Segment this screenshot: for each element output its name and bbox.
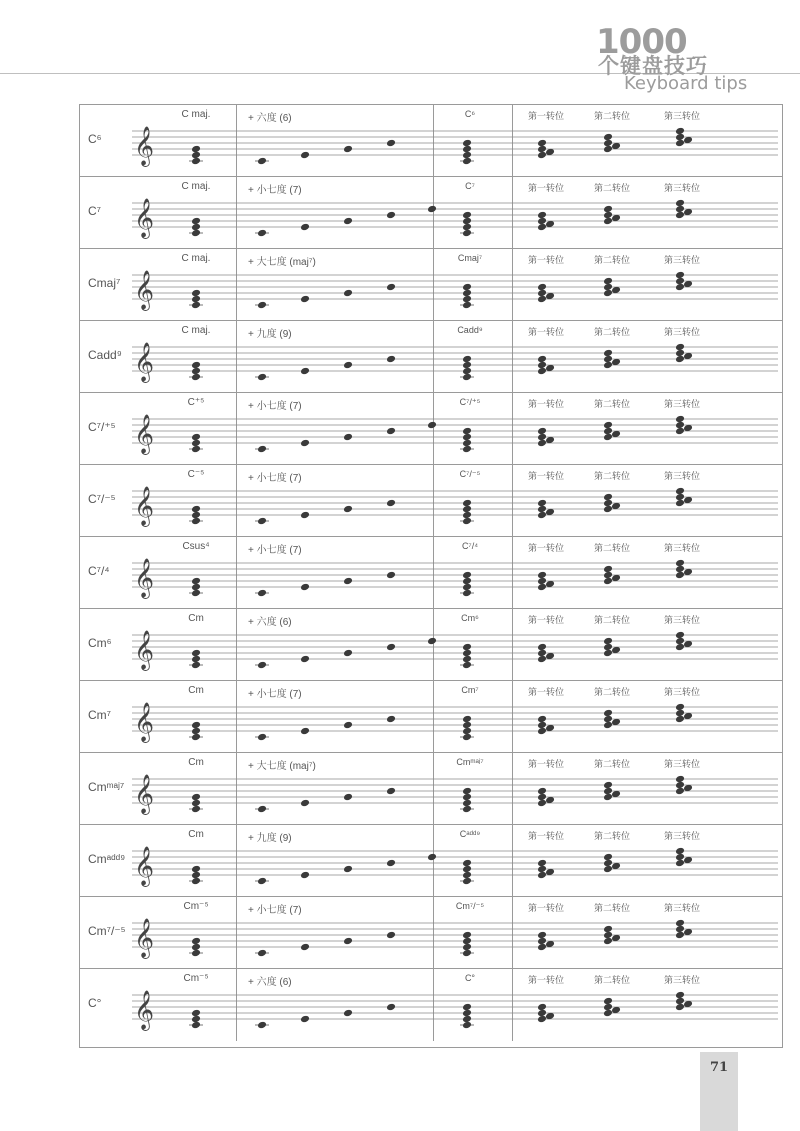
note-head: [300, 799, 310, 808]
added-interval-label: + 小七度 (7): [248, 905, 302, 916]
note-head: [300, 151, 310, 160]
added-interval-label: + 六度 (6): [248, 977, 292, 988]
treble-clef-icon: 𝄞: [134, 414, 155, 454]
second-inversion-label: 第二转位: [594, 615, 631, 625]
third-inversion-label: 第三转位: [664, 615, 701, 625]
third-inversion-label: 第三转位: [664, 975, 701, 985]
note-head: [300, 511, 310, 520]
second-inversion-label: 第二转位: [594, 183, 631, 193]
note-head: [343, 937, 353, 946]
note-head: [675, 919, 685, 928]
chord-name: C⁷/⁴: [88, 564, 110, 578]
note-head: [300, 223, 310, 232]
treble-clef-icon: 𝄞: [134, 198, 155, 238]
note-head: [427, 205, 437, 214]
note-head: [462, 355, 472, 364]
note-head: [537, 499, 547, 508]
note-head: [603, 205, 613, 214]
music-staff: [132, 554, 778, 604]
second-inversion-label: 第二转位: [594, 903, 631, 913]
chord-row: [80, 681, 782, 753]
music-staff: [132, 626, 778, 676]
chord-row: [80, 321, 782, 393]
note-head: [675, 415, 685, 424]
note-head: [537, 355, 547, 364]
chord-name: Cmaj⁷: [88, 276, 121, 290]
music-staff: [132, 338, 778, 388]
chord-row: [80, 825, 782, 897]
base-chord-label: C maj.: [181, 253, 211, 264]
note-head: [343, 505, 353, 514]
note-head: [386, 859, 396, 868]
added-interval-label: + 九度 (9): [248, 833, 292, 844]
note-head: [343, 361, 353, 370]
note-head: [386, 355, 396, 364]
note-head: [603, 277, 613, 286]
note-head: [191, 577, 201, 586]
base-chord-label: C maj.: [181, 325, 211, 336]
second-inversion-label: 第二转位: [594, 399, 631, 409]
note-head: [257, 1021, 267, 1030]
note-head: [603, 781, 613, 790]
chord-symbol-label: C⁷/⁻⁵: [459, 469, 481, 479]
note-head: [462, 931, 472, 940]
chord-row: [80, 969, 782, 1041]
chord-row: [80, 249, 782, 321]
note-head: [537, 787, 547, 796]
note-head: [462, 715, 472, 724]
added-interval-label: + 小七度 (7): [248, 689, 302, 700]
note-head: [300, 367, 310, 376]
first-inversion-label: 第一转位: [528, 183, 565, 193]
note-head: [343, 649, 353, 658]
second-inversion-label: 第二转位: [594, 831, 631, 841]
second-inversion-label: 第二转位: [594, 687, 631, 697]
note-head: [603, 925, 613, 934]
added-interval-label: + 大七度 (maj⁷): [248, 257, 316, 268]
note-head: [386, 499, 396, 508]
note-head: [603, 853, 613, 862]
chord-name: C⁷: [88, 204, 102, 218]
added-interval-label: + 小七度 (7): [248, 545, 302, 556]
note-head: [300, 439, 310, 448]
chord-symbol-label: C°: [464, 973, 476, 983]
base-chord-label: Cm: [188, 685, 204, 696]
treble-clef-icon: 𝄞: [134, 270, 155, 310]
added-interval-label: + 六度 (6): [248, 113, 292, 124]
base-chord-label: C⁺⁵: [187, 397, 205, 408]
chord-symbol-label: Cmᵐᵃʲ⁷: [456, 757, 484, 767]
note-head: [191, 361, 201, 370]
chord-symbol-label: Cm⁶: [461, 613, 479, 623]
note-head: [191, 217, 201, 226]
note-head: [427, 421, 437, 430]
first-inversion-label: 第一转位: [528, 687, 565, 697]
note-head: [603, 493, 613, 502]
note-head: [603, 133, 613, 142]
note-head: [300, 295, 310, 304]
third-inversion-label: 第三转位: [664, 543, 701, 553]
base-chord-label: Cm⁻⁵: [183, 973, 209, 984]
treble-clef-icon: 𝄞: [134, 342, 155, 382]
third-inversion-label: 第三转位: [664, 759, 701, 769]
first-inversion-label: 第一转位: [528, 471, 565, 481]
note-head: [300, 583, 310, 592]
chord-symbol-label: Cmaj⁷: [457, 253, 483, 263]
note-head: [386, 643, 396, 652]
chord-row: [80, 753, 782, 825]
treble-clef-icon: 𝄞: [134, 918, 155, 958]
chord-name: C⁷/⁺⁵: [88, 420, 116, 434]
note-head: [257, 877, 267, 886]
treble-clef-icon: 𝄞: [134, 990, 155, 1030]
note-head: [675, 991, 685, 1000]
note-head: [386, 283, 396, 292]
added-interval-label: + 六度 (6): [248, 617, 292, 628]
note-head: [603, 637, 613, 646]
chord-symbol-label: C⁷/⁴: [461, 541, 479, 551]
note-head: [343, 289, 353, 298]
note-head: [537, 1003, 547, 1012]
note-head: [257, 157, 267, 166]
added-interval-label: + 九度 (9): [248, 329, 292, 340]
note-head: [427, 637, 437, 646]
base-chord-label: Csus⁴: [182, 541, 210, 552]
note-head: [257, 373, 267, 382]
note-head: [675, 127, 685, 136]
chord-name: Cmᵐᵃʲ⁷: [88, 780, 125, 794]
base-chord-label: C⁻⁵: [187, 469, 205, 480]
note-head: [675, 703, 685, 712]
third-inversion-label: 第三转位: [664, 831, 701, 841]
note-head: [257, 589, 267, 598]
note-head: [537, 427, 547, 436]
note-head: [537, 139, 547, 148]
first-inversion-label: 第一转位: [528, 759, 565, 769]
note-head: [675, 847, 685, 856]
treble-clef-icon: 𝄞: [134, 846, 155, 886]
brand-english-title: Keyboard tips: [624, 73, 748, 94]
note-head: [191, 865, 201, 874]
note-head: [675, 559, 685, 568]
chord-row: [80, 897, 782, 969]
chord-row: [80, 393, 782, 465]
note-head: [191, 289, 201, 298]
note-head: [257, 445, 267, 454]
note-head: [257, 301, 267, 310]
note-head: [537, 211, 547, 220]
note-head: [300, 871, 310, 880]
chord-name: C⁷/⁻⁵: [88, 492, 116, 506]
note-head: [462, 139, 472, 148]
first-inversion-label: 第一转位: [528, 399, 565, 409]
base-chord-label: Cm: [188, 613, 204, 624]
note-head: [343, 721, 353, 730]
chord-symbol-label: Cm⁷: [461, 685, 479, 695]
note-head: [343, 145, 353, 154]
chord-row: [80, 609, 782, 681]
note-head: [427, 853, 437, 862]
first-inversion-label: 第一转位: [528, 111, 565, 121]
note-head: [675, 343, 685, 352]
second-inversion-label: 第二转位: [594, 975, 631, 985]
added-interval-label: + 小七度 (7): [248, 185, 302, 196]
note-head: [300, 655, 310, 664]
chord-name: Cm⁷: [88, 708, 112, 722]
note-head: [257, 805, 267, 814]
treble-clef-icon: 𝄞: [134, 630, 155, 670]
note-head: [603, 565, 613, 574]
note-head: [537, 283, 547, 292]
added-interval-label: + 小七度 (7): [248, 473, 302, 484]
chord-symbol-label: Cm⁷/⁻⁵: [455, 901, 485, 911]
third-inversion-label: 第三转位: [664, 111, 701, 121]
base-chord-label: C maj.: [181, 181, 211, 192]
note-head: [386, 571, 396, 580]
first-inversion-label: 第一转位: [528, 543, 565, 553]
second-inversion-label: 第二转位: [594, 471, 631, 481]
music-staff: [132, 122, 778, 172]
note-head: [675, 631, 685, 640]
music-staff: [132, 986, 778, 1036]
music-staff: [132, 698, 778, 748]
note-head: [386, 931, 396, 940]
note-head: [462, 571, 472, 580]
treble-clef-icon: 𝄞: [134, 126, 155, 166]
first-inversion-label: 第一转位: [528, 327, 565, 337]
note-head: [191, 433, 201, 442]
note-head: [675, 199, 685, 208]
page-number-tab: [700, 1052, 738, 1131]
note-head: [462, 859, 472, 868]
note-head: [257, 661, 267, 670]
chord-name: Cadd⁹: [88, 348, 122, 362]
note-head: [603, 421, 613, 430]
note-head: [675, 775, 685, 784]
note-head: [300, 943, 310, 952]
note-head: [257, 949, 267, 958]
chord-name: Cmᵃᵈᵈ⁹: [88, 852, 126, 866]
music-staff: [132, 266, 778, 316]
chord-name: Cm⁷/⁻⁵: [88, 924, 126, 938]
chord-row: [80, 177, 782, 249]
note-head: [603, 709, 613, 718]
note-head: [462, 643, 472, 652]
third-inversion-label: 第三转位: [664, 687, 701, 697]
base-chord-label: Cm: [188, 829, 204, 840]
chord-table: [79, 104, 783, 1048]
treble-clef-icon: 𝄞: [134, 774, 155, 814]
note-head: [537, 571, 547, 580]
treble-clef-icon: 𝄞: [134, 702, 155, 742]
first-inversion-label: 第一转位: [528, 903, 565, 913]
chord-symbol-label: Cadd⁹: [457, 325, 483, 335]
note-head: [343, 793, 353, 802]
second-inversion-label: 第二转位: [594, 111, 631, 121]
note-head: [300, 1015, 310, 1024]
second-inversion-label: 第二转位: [594, 327, 631, 337]
note-head: [462, 1003, 472, 1012]
second-inversion-label: 第二转位: [594, 543, 631, 553]
note-head: [386, 715, 396, 724]
chord-symbol-label: Cᵃᵈᵈ⁹: [459, 829, 481, 839]
note-head: [343, 865, 353, 874]
note-head: [257, 229, 267, 238]
third-inversion-label: 第三转位: [664, 399, 701, 409]
note-head: [462, 211, 472, 220]
note-head: [603, 349, 613, 358]
music-staff: [132, 410, 778, 460]
note-head: [675, 271, 685, 280]
note-head: [537, 643, 547, 652]
chord-name: C⁶: [88, 132, 102, 146]
note-head: [462, 499, 472, 508]
chord-row: [80, 465, 782, 537]
first-inversion-label: 第一转位: [528, 975, 565, 985]
third-inversion-label: 第三转位: [664, 183, 701, 193]
chord-symbol-label: C⁶: [464, 109, 476, 119]
third-inversion-label: 第三转位: [664, 327, 701, 337]
page-number: 71: [709, 1060, 729, 1075]
note-head: [537, 931, 547, 940]
base-chord-label: C maj.: [181, 109, 211, 120]
brand-chinese-title: 个键盘技巧: [598, 54, 708, 78]
note-head: [537, 715, 547, 724]
added-interval-label: + 大七度 (maj⁷): [248, 761, 316, 772]
second-inversion-label: 第二转位: [594, 255, 631, 265]
first-inversion-label: 第一转位: [528, 615, 565, 625]
chord-name: C°: [88, 996, 102, 1010]
music-staff: [132, 914, 778, 964]
note-head: [343, 577, 353, 586]
note-head: [386, 427, 396, 436]
music-staff: [132, 842, 778, 892]
chord-name: Cm⁶: [88, 636, 112, 650]
music-staff: [132, 194, 778, 244]
note-head: [343, 433, 353, 442]
third-inversion-label: 第三转位: [664, 255, 701, 265]
note-head: [257, 517, 267, 526]
note-head: [191, 793, 201, 802]
note-head: [191, 649, 201, 658]
note-head: [462, 787, 472, 796]
added-interval-label: + 小七度 (7): [248, 401, 302, 412]
second-inversion-label: 第二转位: [594, 759, 631, 769]
treble-clef-icon: 𝄞: [134, 558, 155, 598]
note-head: [386, 211, 396, 220]
note-head: [343, 217, 353, 226]
base-chord-label: Cm⁻⁵: [183, 901, 209, 912]
music-staff: [132, 482, 778, 532]
note-head: [603, 997, 613, 1006]
note-head: [343, 1009, 353, 1018]
chord-symbol-label: C⁷: [465, 181, 475, 191]
note-head: [257, 733, 267, 742]
note-head: [537, 859, 547, 868]
note-head: [191, 937, 201, 946]
note-head: [386, 787, 396, 796]
treble-clef-icon: 𝄞: [134, 486, 155, 526]
note-head: [191, 1009, 201, 1018]
chord-symbol-label: C⁷/⁺⁵: [459, 397, 481, 407]
third-inversion-label: 第三转位: [664, 903, 701, 913]
note-head: [462, 427, 472, 436]
first-inversion-label: 第一转位: [528, 831, 565, 841]
first-inversion-label: 第一转位: [528, 255, 565, 265]
note-head: [300, 727, 310, 736]
chord-row: [80, 537, 782, 609]
third-inversion-label: 第三转位: [664, 471, 701, 481]
chord-row: [80, 105, 782, 177]
note-head: [386, 1003, 396, 1012]
base-chord-label: Cm: [188, 757, 204, 768]
note-head: [386, 139, 396, 148]
note-head: [675, 487, 685, 496]
note-head: [191, 505, 201, 514]
note-head: [191, 721, 201, 730]
note-head: [191, 145, 201, 154]
music-staff: [132, 770, 778, 820]
note-head: [462, 283, 472, 292]
brand-number: 1000: [596, 22, 687, 62]
